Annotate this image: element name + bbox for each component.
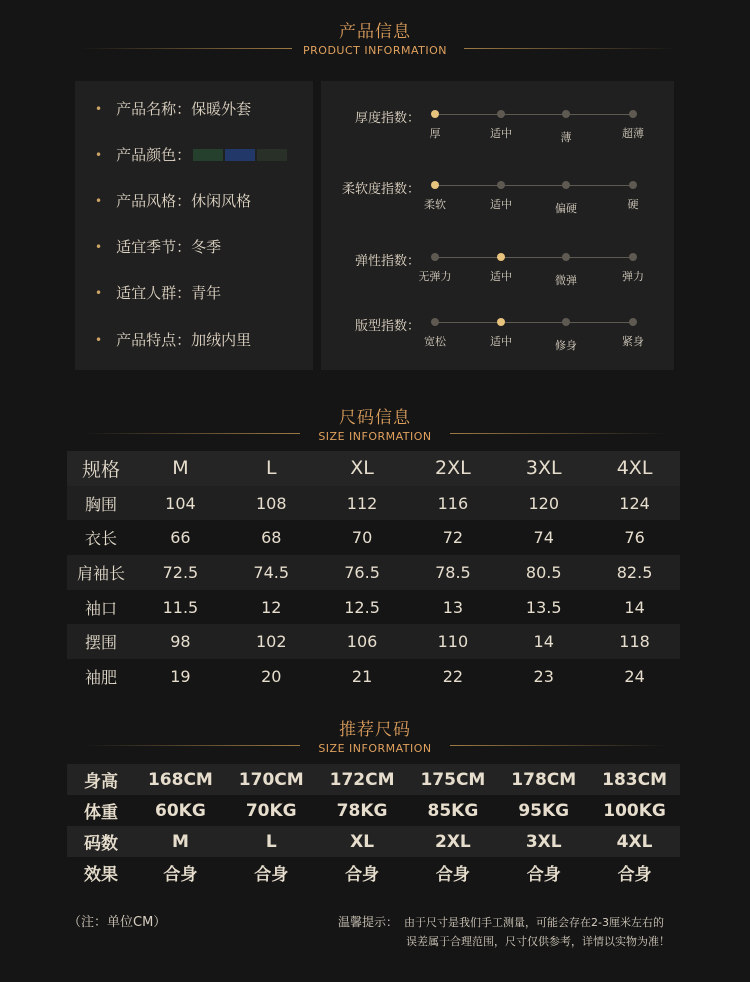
info-value: 保暖外套 [191, 100, 252, 118]
table-row [67, 624, 680, 659]
row-header-cell: 摆围 [67, 624, 135, 659]
table-cell: 合身 [345, 865, 380, 885]
table-cell: 23 [533, 666, 554, 686]
table-cell: 12.5 [344, 597, 380, 617]
table-row [67, 857, 680, 888]
scale-option-label: 紧身 [622, 335, 644, 348]
row-header-cell: 肩袖长 [67, 555, 135, 590]
scale-point [629, 318, 637, 326]
table-row [67, 764, 680, 795]
table-cell: 124 [589, 486, 680, 521]
table-cell: 12 [261, 597, 282, 617]
color-swatch-blue [225, 149, 255, 161]
table-cell: 2XL [407, 826, 498, 857]
table-cell: 合身 [435, 865, 470, 885]
table-cell: M [135, 451, 226, 486]
table-cell: 3XL [498, 451, 589, 486]
scale-option-label: 厚 [429, 127, 441, 140]
table-cell: 14 [624, 597, 645, 617]
table-cell: 116 [407, 486, 498, 521]
index-thickness [321, 110, 674, 150]
scale-track [435, 114, 633, 115]
bullet-icon: • [95, 147, 103, 162]
index-label: 厚度指数： [354, 111, 420, 126]
table-cell: 106 [317, 624, 408, 659]
scale-point [431, 318, 439, 326]
scale-option-label: 修身 [555, 339, 577, 352]
info-row-season [95, 236, 221, 257]
table-cell: 70KG [245, 800, 297, 821]
table-cell: 175CM [407, 764, 498, 795]
table-cell: 70 [351, 528, 373, 548]
product-info-panel [75, 81, 313, 370]
scale-option-label: 宽松 [424, 335, 446, 348]
table-cell: 82.5 [589, 555, 680, 590]
table-cell: 78KG [336, 800, 388, 821]
table-cell: 76 [624, 528, 645, 548]
info-label: 产品颜色： [116, 146, 192, 164]
table-cell: 95KG [518, 800, 570, 821]
section-title-en: PRODUCT INFORMATION [303, 44, 447, 57]
table-cell: 74.5 [226, 555, 317, 590]
scale-point [562, 181, 570, 189]
table-cell: 110 [407, 624, 498, 659]
divider-line [80, 48, 292, 49]
scale-point [497, 110, 505, 118]
scale-track [435, 185, 633, 186]
table-cell: XL [317, 826, 408, 857]
info-label: 适宜人群： [116, 284, 192, 302]
scale-option-label: 适中 [490, 127, 512, 140]
table-cell: 183CM [589, 764, 680, 795]
divider-line [82, 433, 300, 434]
divider-line [464, 48, 676, 49]
scale-option-label: 适中 [490, 335, 512, 348]
info-value: 休闲风格 [191, 192, 252, 210]
table-cell: L [226, 451, 317, 486]
scale-point [497, 181, 505, 189]
scale-point [497, 253, 505, 261]
table-cell: 合身 [163, 865, 198, 885]
index-label: 弹性指数： [354, 254, 420, 269]
section-title-zh: 产品信息 [339, 22, 411, 42]
size-info-title [0, 403, 750, 443]
unit-note: （注：单位CM） [68, 915, 167, 930]
info-label: 产品风格： [116, 192, 192, 210]
scale-option-label: 薄 [560, 131, 572, 144]
info-row-name [95, 98, 251, 119]
table-cell: 合身 [254, 865, 289, 885]
table-cell: 172CM [317, 764, 408, 795]
color-swatch-dark-gray [257, 149, 287, 161]
product-info-title [0, 17, 750, 57]
table-cell: 13.5 [525, 597, 562, 617]
info-label: 产品特点： [116, 331, 192, 349]
scale-option-label: 偏硬 [555, 202, 577, 215]
row-header-cell: 效果 [84, 865, 118, 885]
divider-line [82, 745, 300, 746]
table-cell: 68 [261, 528, 282, 548]
info-row-style [95, 190, 251, 211]
table-row [67, 590, 680, 625]
table-cell: L [226, 826, 317, 857]
row-header-cell: 衣长 [84, 529, 117, 549]
table-cell: 72 [442, 528, 464, 548]
table-cell: 118 [589, 624, 680, 659]
table-row [67, 795, 680, 826]
table-row [67, 659, 680, 694]
index-softness [321, 181, 674, 221]
divider-line [450, 433, 668, 434]
bullet-icon: • [95, 332, 103, 347]
section-title-zh: 推荐尺码 [339, 720, 411, 740]
row-header-cell: 身高 [67, 764, 135, 795]
scale-point [562, 253, 570, 261]
scale-option-label: 微弹 [555, 274, 577, 287]
table-cell: 3XL [498, 826, 589, 857]
table-cell: 168CM [135, 764, 226, 795]
table-row [67, 826, 680, 857]
row-header-cell: 胸围 [67, 486, 135, 521]
table-cell: 合身 [617, 865, 652, 885]
scale-point [629, 181, 637, 189]
recommended-size-title [0, 715, 750, 755]
index-label: 柔软度指数： [341, 182, 420, 197]
scale-track [435, 257, 633, 258]
tip-line-2: 误差属于合理范围，尺寸仅供参考，详情以实物为准！ [406, 935, 670, 948]
table-cell: M [135, 826, 226, 857]
scale-point [497, 318, 505, 326]
size-table [67, 451, 680, 694]
row-header-cell: 袖口 [84, 598, 117, 618]
table-cell: 85KG [427, 800, 479, 821]
table-cell: 98 [135, 624, 226, 659]
scale-option-label: 超薄 [622, 127, 644, 140]
index-elasticity [321, 253, 674, 293]
bullet-icon: • [95, 193, 103, 208]
row-header-cell: 规格 [67, 451, 135, 486]
bullet-icon: • [95, 285, 103, 300]
table-cell: 108 [226, 486, 317, 521]
scale-option-label: 柔软 [424, 198, 446, 211]
section-title-en: SIZE INFORMATION [318, 430, 432, 443]
info-label: 产品名称： [116, 100, 192, 118]
scale-point [562, 110, 570, 118]
info-label: 适宜季节： [116, 238, 192, 256]
table-cell: 66 [170, 528, 191, 548]
table-row [67, 520, 680, 555]
table-cell: 22 [442, 666, 464, 686]
table-cell: 24 [624, 666, 645, 686]
color-swatch-green [193, 149, 223, 161]
table-cell: 74 [533, 528, 554, 548]
table-cell: 11.5 [162, 597, 199, 617]
fabric-index-panel [321, 81, 674, 370]
index-label: 版型指数： [354, 319, 420, 334]
scale-point [431, 110, 439, 118]
divider-line [450, 745, 668, 746]
index-fit [321, 318, 674, 358]
warm-tip [338, 913, 688, 951]
row-header-cell: 袖肥 [84, 667, 117, 687]
table-cell: 178CM [498, 764, 589, 795]
info-row-audience [95, 282, 221, 303]
info-row-feature [95, 329, 251, 350]
row-header-cell: 码数 [67, 826, 135, 857]
info-value: 加绒内里 [191, 331, 252, 349]
table-cell: 13 [442, 597, 464, 617]
tip-label: 温馨提示： [338, 915, 399, 929]
scale-option-label: 适中 [490, 270, 512, 283]
bullet-icon: • [95, 101, 103, 116]
scale-option-label: 无弹力 [418, 270, 452, 283]
scale-option-label: 适中 [490, 198, 512, 211]
section-title-zh: 尺码信息 [339, 408, 411, 428]
table-row [67, 555, 680, 590]
info-value: 青年 [191, 284, 222, 302]
table-cell: 100KG [603, 800, 666, 821]
table-cell: 112 [317, 486, 408, 521]
table-cell: 21 [351, 666, 373, 686]
scale-point [431, 181, 439, 189]
table-row [67, 451, 680, 486]
table-cell: 60KG [155, 800, 206, 821]
scale-point [629, 253, 637, 261]
scale-point [562, 318, 570, 326]
scale-point [629, 110, 637, 118]
table-cell: 4XL [589, 451, 680, 486]
table-cell: 78.5 [407, 555, 498, 590]
table-cell: 14 [498, 624, 589, 659]
table-cell: 76.5 [317, 555, 408, 590]
info-row-color [95, 144, 287, 165]
bullet-icon: • [95, 239, 103, 254]
table-cell: 170CM [226, 764, 317, 795]
table-cell: 20 [261, 666, 282, 686]
tip-line-1: 由于尺寸是我们手工测量，可能会存在2-3厘米左右的 [404, 916, 664, 929]
row-header-cell: 体重 [84, 803, 118, 823]
table-cell: 102 [226, 624, 317, 659]
scale-option-label: 硬 [627, 198, 639, 211]
table-cell: 合身 [526, 865, 561, 885]
table-row [67, 486, 680, 521]
table-cell: 120 [498, 486, 589, 521]
table-cell: XL [317, 451, 408, 486]
info-value: 冬季 [191, 238, 222, 256]
scale-track [435, 322, 633, 323]
recommended-size-table [67, 764, 680, 888]
scale-option-label: 弹力 [622, 270, 644, 283]
table-cell: 104 [135, 486, 226, 521]
table-cell: 19 [170, 666, 191, 686]
table-cell: 2XL [407, 451, 498, 486]
table-cell: 72.5 [135, 555, 226, 590]
section-title-en: SIZE INFORMATION [318, 742, 432, 755]
table-cell: 4XL [589, 826, 680, 857]
table-cell: 80.5 [498, 555, 589, 590]
scale-point [431, 253, 439, 261]
